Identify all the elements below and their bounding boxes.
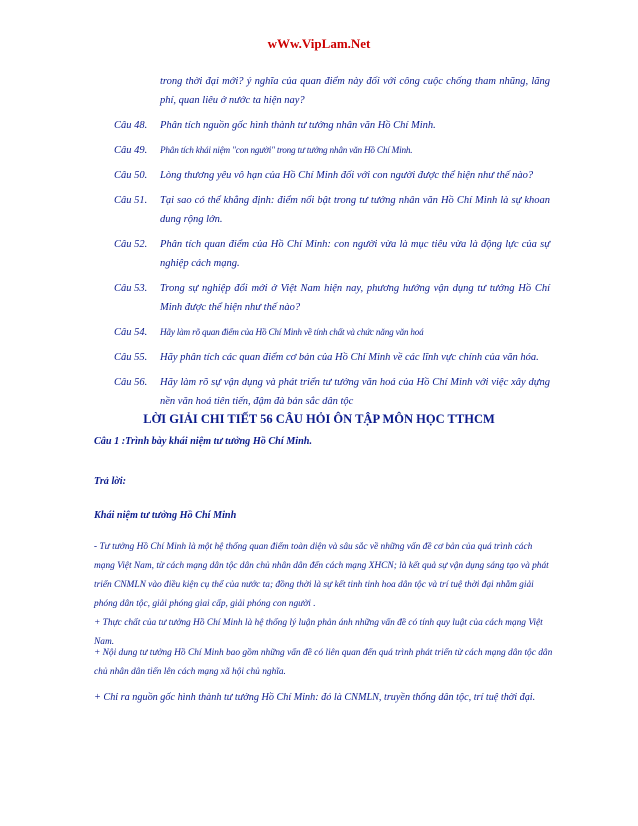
question-item xyxy=(0,72,638,110)
question-list xyxy=(0,72,638,417)
question-number: Câu 52. xyxy=(114,239,148,250)
question-text: Hãy làm rõ sự vận dụng và phát triển tư tưởng văn hoá của Hồ Chí Minh với việc xây dựng nền văn hoá tiên tiến, đậm đà bản sắc dân tộc xyxy=(160,377,550,407)
question-number: Câu 55. xyxy=(114,352,148,363)
question-number: Câu 49. xyxy=(114,145,148,156)
answer-paragraph-2: + Thực chất của tư tưởng Hồ Chí Minh là hệ thống lý luận phản ánh những vấn đề có tính quy luật của cách mạng Việt Nam. xyxy=(94,618,543,647)
question-text: Trong sự nghiệp đổi mới ở Việt Nam hiện nay, phương hướng vận dụng tư tưởng Hồ Chí Minh được thể hiện như thế nào? xyxy=(160,283,550,313)
question-number: Câu 50. xyxy=(114,170,148,181)
question-text: trong thời đại mới? ý nghĩa của quan điểm này đối với công cuộc chống tham nhũng, lãng phí, quan liêu ở nước ta hiện nay? xyxy=(160,76,550,106)
question-text: Phân tích quan điểm của Hồ Chí Minh: con người vừa là mục tiêu vừa là động lực của sự nghiệp cách mạng. xyxy=(160,239,550,269)
paragraph-dash: - xyxy=(94,542,98,552)
question-item xyxy=(0,235,638,273)
answer-paragraph-1 xyxy=(94,538,554,614)
answer-paragraph-3: + Nội dung tư tưởng Hồ Chí Minh bao gồm những vấn đề có liên quan đến quá trình phát triển từ cách mạng dân tộc dân chủ nhân dân tiến lên cách mạng xã hội chủ nghĩa. xyxy=(94,648,553,677)
question-item xyxy=(0,279,638,317)
question-item xyxy=(0,116,638,135)
question-text: Hãy làm rõ quan điểm của Hồ Chí Minh về tính chất và chức năng văn hoá xyxy=(160,327,424,337)
answer-question: Câu 1 :Trình bày khái niệm tư tưởng Hồ Chí Minh. xyxy=(94,436,312,447)
question-number: Câu 54. xyxy=(114,327,148,338)
answer-heading: Khái niệm tư tưởng Hồ Chí Minh xyxy=(94,510,237,521)
question-number: Câu 51. xyxy=(114,195,148,206)
question-text: Hãy phân tích các quan điểm cơ bản của Hồ Chí Minh về các lĩnh vực chính của văn hóa. xyxy=(160,352,539,363)
question-item xyxy=(0,323,638,342)
question-item xyxy=(0,373,638,411)
question-text: Lòng thương yêu vô hạn của Hồ Chí Minh đối với con người được thể hiện như thế nào? xyxy=(160,170,534,181)
site-header: wWw.VipLam.Net xyxy=(267,36,371,51)
main-title: LỜI GIẢI CHI TIẾT 56 CÂU HỎI ÔN TẬP MÔN HỌC TTHCM xyxy=(143,412,495,426)
reply-label: Trả lời: xyxy=(94,476,126,487)
question-item xyxy=(0,348,638,367)
question-text: Phân tích khái niệm "con người" trong tư tưởng nhân văn Hồ Chí Minh. xyxy=(160,145,413,155)
question-item xyxy=(0,141,638,160)
answer-paragraph-4: + Chỉ ra nguồn gốc hình thành tư tưởng Hồ Chí Minh: đó là CNMLN, truyền thống dân tộc, trí tuệ thời đại. xyxy=(94,692,536,703)
question-item xyxy=(0,191,638,229)
question-number: Câu 53. xyxy=(114,283,148,294)
question-text: Phân tích nguồn gốc hình thành tư tưởng nhân văn Hồ Chí Minh. xyxy=(160,120,436,131)
question-text: Tại sao có thể khẳng định: điểm nổi bật trong tư tưởng nhân văn Hồ Chí Minh là sự khoan dung rộng lớn. xyxy=(160,195,550,225)
question-number: Câu 48. xyxy=(114,120,148,131)
paragraph-text: Tư tưởng Hồ Chí Minh là một hệ thống quan điểm toàn diện và sâu sắc về những vấn đề cơ bản của quá trình cách mạng Việt Nam, từ cách mạng dân tộc dân chủ nhân dân đến cách mạng XHCN; là kết quả sự vận dụng sáng tạo và phát triển CNMLN vào điều kiện cụ thể của nước ta; đồng thời là sự kết tinh tinh hoa dân tộc và trí tuệ thời đại nhằm giải phóng dân tộc, giải phóng giai cấp, giải phóng con người . xyxy=(94,542,549,609)
question-item xyxy=(0,166,638,185)
question-number: Câu 56. xyxy=(114,377,148,388)
